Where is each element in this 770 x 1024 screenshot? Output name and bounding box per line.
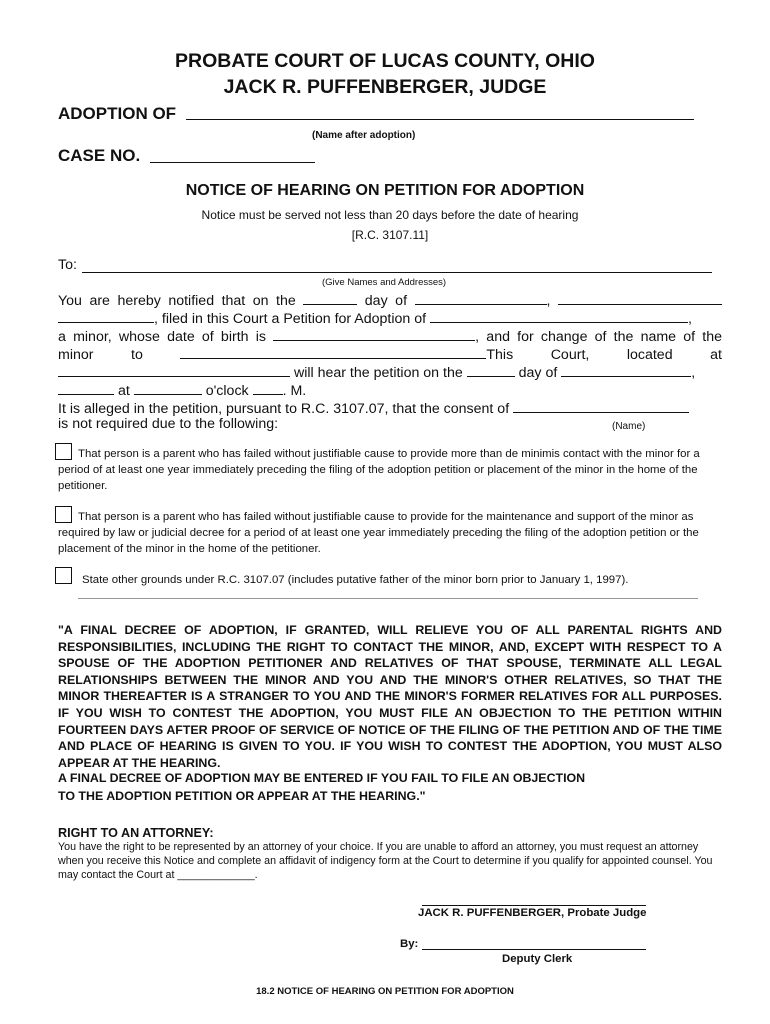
judge-signature-line[interactable]	[422, 905, 646, 906]
year-field[interactable]	[558, 290, 722, 305]
checkbox-other[interactable]	[55, 567, 72, 584]
body-line-7: It is alleged in the petition, pursuant to R.C. 3107.07, that the consent of	[58, 398, 689, 417]
statute-reference: [R.C. 3107.11]	[351, 228, 429, 242]
form-footer: 18.2 NOTICE OF HEARING ON PETITION FOR ADOPTION	[256, 986, 514, 997]
checkbox-contact[interactable]	[55, 443, 72, 460]
option-contact: That person is a parent who has failed without justifiable cause to provide more than de minimis contact with the minor for a period of at least one year immediately preceding the filing of the adoption petition or placement of the minor in the home of the petitioner.	[58, 448, 700, 492]
recipient-field[interactable]	[82, 272, 712, 273]
option-other: State other grounds under R.C. 3107.07 (includes putative father of the minor born prior to January 1, 1997).	[82, 574, 629, 586]
service-instruction: Notice must be served not less than 20 days before the date of hearing	[201, 208, 579, 222]
to-label: To:	[58, 257, 77, 273]
option-support: That person is a parent who has failed without justifiable cause to provide for the maintenance and support of the minor as required by law or judicial decree for a period of at least one year immediately preceding the filing of the adoption petition or the placement of the minor in the home of the petitioner.	[58, 511, 699, 555]
hearing-month-field[interactable]	[561, 362, 691, 377]
checkbox-support[interactable]	[55, 506, 72, 523]
hearing-day-field[interactable]	[467, 362, 515, 377]
consent-person-field[interactable]	[513, 398, 689, 413]
body-line-2: , filed in this Court a Petition for Adoption of ,	[58, 308, 692, 327]
body-line-8: is not required due to the following:	[58, 416, 279, 432]
clerk-signature-line[interactable]	[422, 949, 646, 950]
adoption-name-note: (Name after adoption)	[312, 130, 416, 141]
hearing-year-field[interactable]	[58, 380, 114, 395]
body-line-3: a minor, whose date of birth is , and for change of the name of the	[58, 326, 722, 346]
month-field[interactable]	[415, 290, 547, 305]
case-number-label: CASE NO.	[58, 146, 141, 165]
warning-line-3: TO THE ADOPTION PETITION OR APPEAR AT THE HEARING."	[58, 789, 426, 803]
birthdate-field[interactable]	[273, 326, 475, 341]
court-title: PROBATE COURT OF LUCAS COUNTY, OHIO	[175, 50, 595, 72]
attorney-heading: RIGHT TO AN ATTORNEY:	[58, 826, 214, 840]
day-field[interactable]	[303, 290, 357, 305]
petitioner-field[interactable]	[58, 308, 154, 323]
notice-title: NOTICE OF HEARING ON PETITION FOR ADOPTION	[185, 182, 585, 199]
warning-line-2: A FINAL DECREE OF ADOPTION MAY BE ENTERED IF YOU FAIL TO FILE AN OBJECTION	[58, 771, 586, 785]
am-pm-field[interactable]	[253, 380, 283, 395]
divider	[78, 598, 698, 599]
by-label: By:	[400, 938, 419, 950]
body-line-5: will hear the petition on the day of ,	[58, 362, 695, 381]
recipient-note: (Give Names and Addresses)	[322, 277, 447, 288]
name-note: (Name)	[612, 421, 646, 432]
adoption-of-label: ADOPTION OF	[58, 104, 177, 123]
warning-text: "A FINAL DECREE OF ADOPTION, IF GRANTED, WILL RELIEVE YOU OF ALL PARENTAL RIGHTS AND RESPONSIBILITIES, INCLUDING THE RIGHT TO CONTACT THE MINOR, AND, EXCEPT WITH RESPECT TO A SPOUSE OF THE ADOPTION PETITIONER AND RELATIVES OF THAT SPOUSE, TERMINATE ALL LEGAL RELATIONSHIPS BETWEEN THE MINOR AND YOU AND THE MINOR'S OTHER RELATIVES, SO THAT THE MINOR THEREAFTER IS A STRANGER TO YOU AND THE MINOR'S FORMER RELATIVES FOR ALL PURPOSES. IF YOU WISH TO CONTEST THE ADOPTION, YOU MUST FILE AN OBJECTION TO THE PETITION WITHIN FOURTEEN DAYS AFTER PROOF OF SERVICE OF NOTICE OF THE FILING OF THE PETITION AND OF THE TIME AND PLACE OF HEARING IS GIVEN TO YOU. IF YOU WISH TO CONTEST THE ADOPTION, YOU MUST ALSO APPEAR AT THE HEARING.	[58, 623, 722, 770]
location-field[interactable]	[58, 362, 290, 377]
minor-name-field[interactable]	[430, 308, 688, 323]
body-line-6: at o'clock . M.	[58, 380, 306, 399]
new-name-field[interactable]	[180, 344, 486, 359]
attorney-text: You have the right to be represented by an attorney of your choice. If you are unable to afford an attorney, you must request an attorney when you receive this Notice and complete an affidavit of indigency form at the Court to determine if you qualify for appointed counsel. You may contact the Court at _____________.	[58, 841, 713, 881]
body-line-4: minor to This Court, located at	[58, 344, 722, 364]
case-number-field[interactable]	[150, 162, 315, 163]
deputy-clerk-label: Deputy Clerk	[502, 953, 573, 965]
hearing-time-field[interactable]	[134, 380, 202, 395]
judge-name: JACK R. PUFFENBERGER, Probate Judge	[418, 907, 647, 919]
judge-title: JACK R. PUFFENBERGER, JUDGE	[223, 76, 547, 98]
body-line-1: You are hereby notified that on the day of ,	[58, 290, 722, 310]
adoption-name-field[interactable]	[186, 119, 694, 120]
